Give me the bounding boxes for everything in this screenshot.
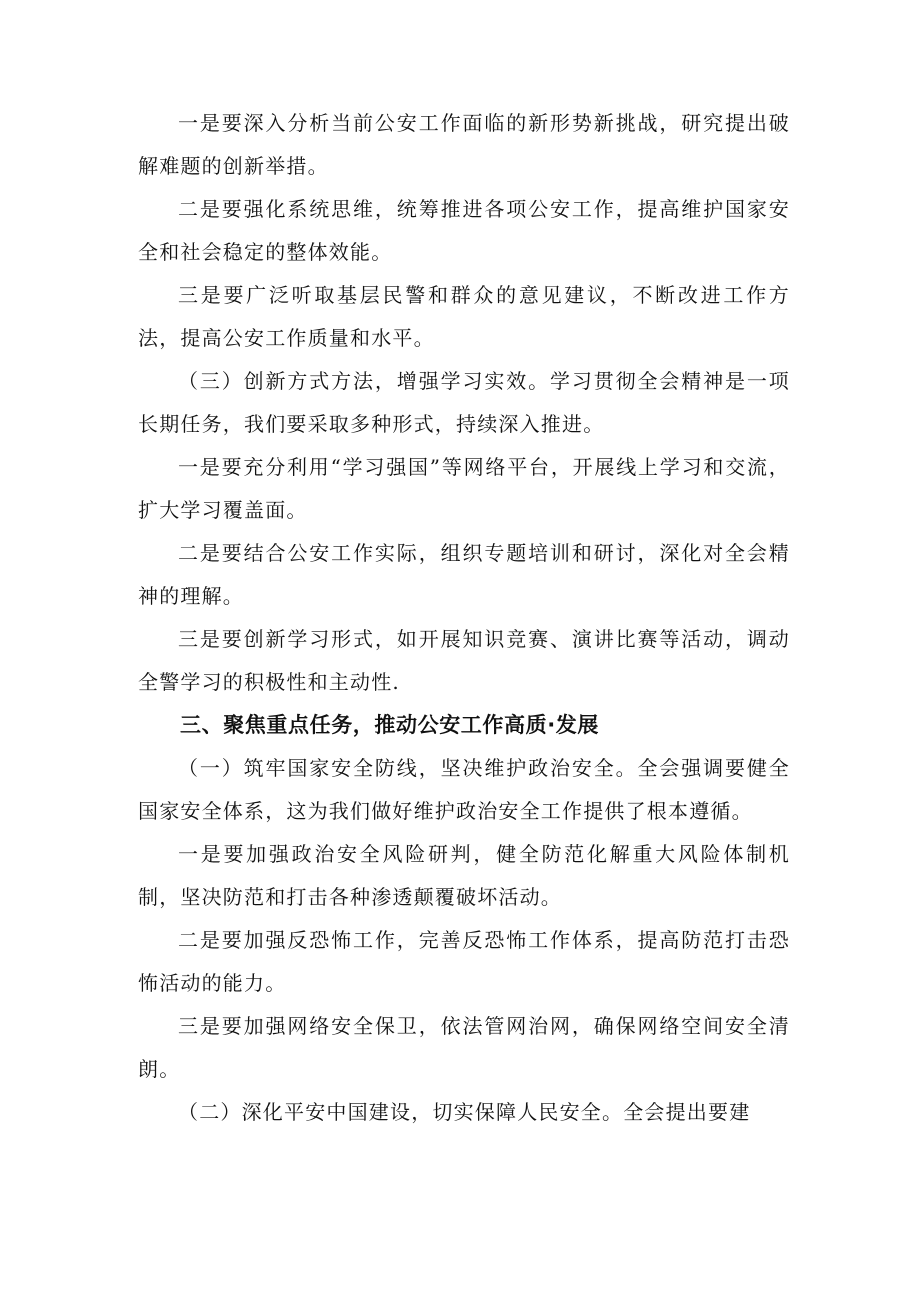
document-body (138, 102, 790, 1134)
section-paragraph-3: 二是要加强反恐怖工作，完善反恐怖工作体系，提高防范打击恐怖活动的能力。 (138, 928, 790, 995)
section-paragraph-4: 三是要加强网络安全保卫，依法管网治网，确保网络空间安全清朗。 (138, 1014, 790, 1081)
paragraph-5: 一是要充分利用“学习强国”等网络平台，开展线上学习和交流，扩大学习覆盖面。 (138, 455, 790, 522)
paragraph-2: 二是要强化系统思维，统筹推进各项公安工作，提高维护国家安全和社会稳定的整体效能。 (138, 197, 790, 264)
paragraph-1: 一是要深入分析当前公安工作面临的新形势新挑战，研究提出破解难题的创新举措。 (138, 111, 790, 178)
section-paragraph-5: （二）深化平安中国建设，切实保障人民安全。全会提出要建 (178, 1100, 751, 1124)
section-heading: 三、聚焦重点任务，推动公安工作高质·发展 (180, 713, 599, 737)
section-paragraph-1: （一）筑牢国家安全防线，坚决维护政治安全。全会强调要健全国家安全体系，这为我们做好维护政治安全工作提供了根本遵循。 (138, 756, 790, 823)
paragraph-4: （三）创新方式方法，增强学习实效。学习贯彻全会精神是一项长期任务，我们要采取多种形式，持续深入推进。 (138, 369, 790, 436)
section-paragraph-2: 一是要加强政治安全风险研判，健全防范化解重大风险体制机制，坚决防范和打击各种渗透颠覆破坏活动。 (138, 842, 790, 909)
paragraph-6: 二是要结合公安工作实际，组织专题培训和研讨，深化对全会精神的理解。 (138, 541, 790, 608)
paragraph-3: 三是要广泛听取基层民警和群众的意见建议，不断改进工作方法，提高公安工作质量和水平。 (138, 283, 790, 350)
paragraph-7: 三是要创新学习形式，如开展知识竞赛、演讲比赛等活动，调动全警学习的积极性和主动性. (138, 627, 790, 694)
